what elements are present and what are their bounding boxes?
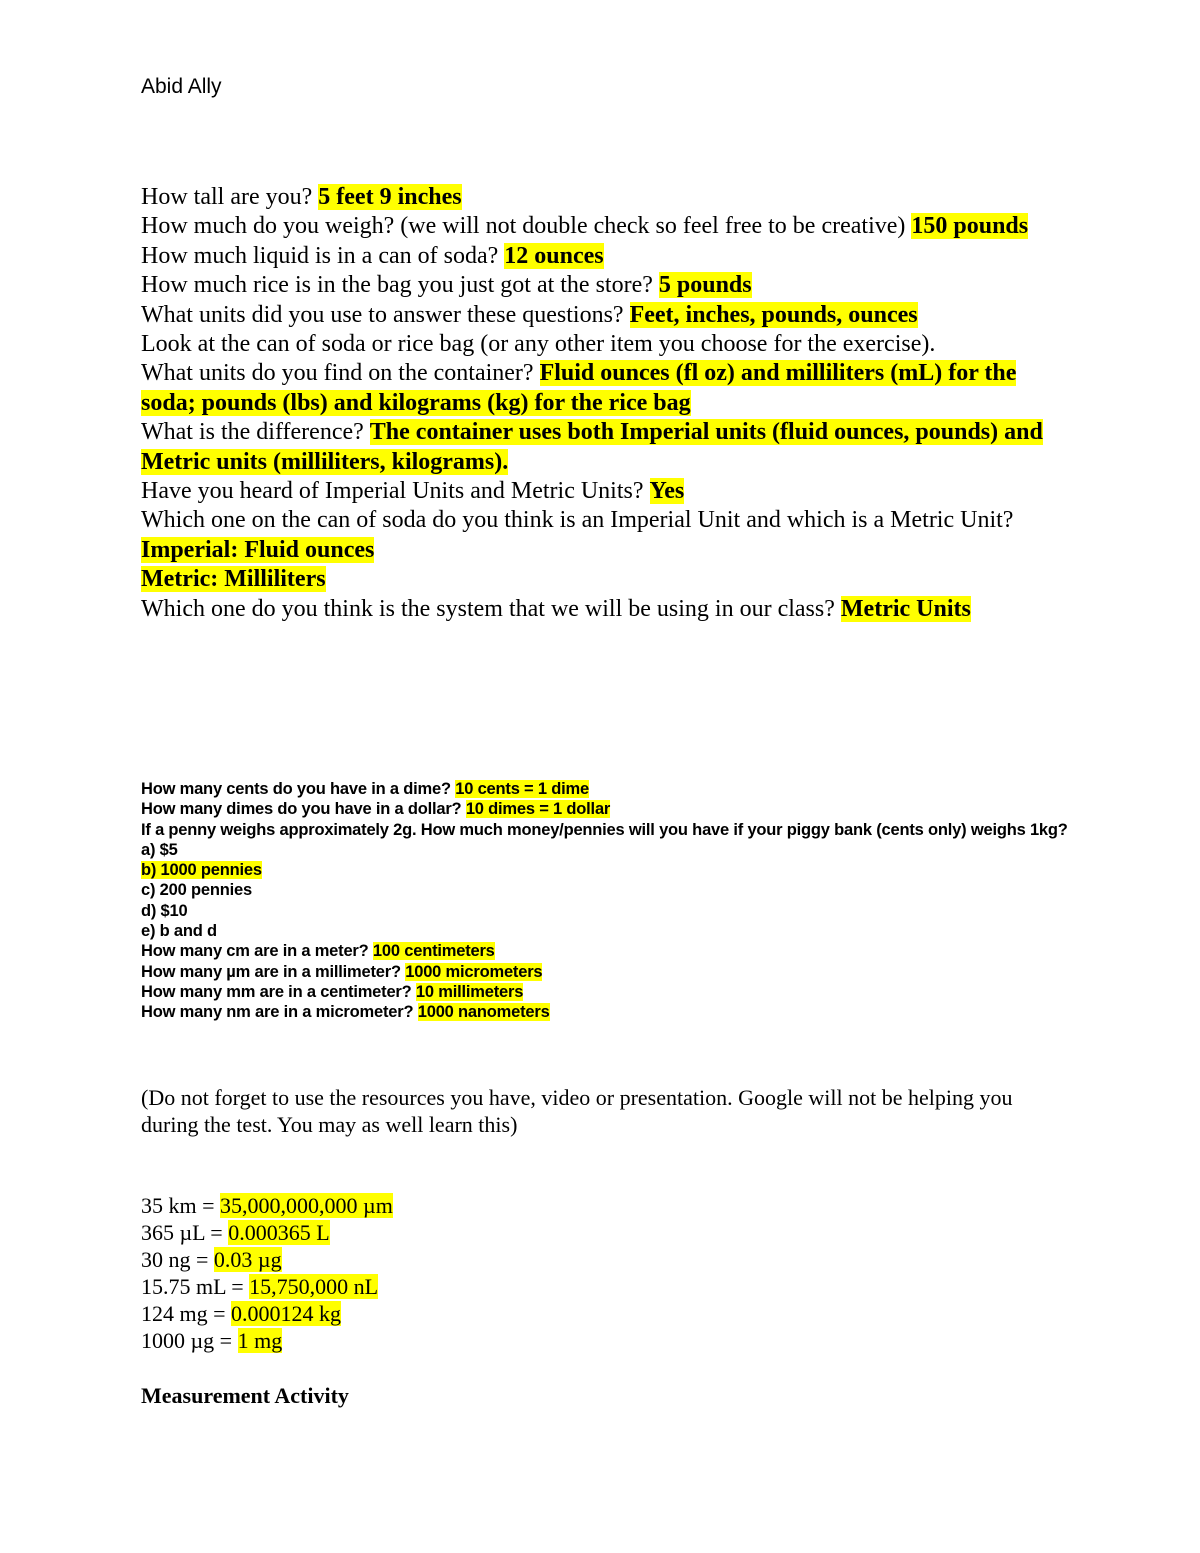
- question-rice: How much rice is in the bag you just got at the store? 5 pounds: [141, 272, 752, 299]
- conversions-list: [141, 1192, 393, 1354]
- option-a: a) $5: [141, 840, 178, 859]
- author-name: Abid Ally: [141, 75, 222, 98]
- question-weight: How much do you weigh? (we will not double check so feel free to be creative) 150 pounds: [141, 213, 1029, 240]
- answer-nm: 1000 nanometers: [417, 1003, 550, 1022]
- question-height: How tall are you? 5 feet 9 inches: [141, 184, 462, 210]
- answer-heard-units: Yes: [649, 478, 685, 505]
- question-soda: How much liquid is in a can of soda? 12 ounces: [141, 242, 604, 269]
- question-difference: What is the difference? The container uses both Imperial units (fluid ounces, pounds) and Metric units (milliliters, kilograms).: [141, 419, 1043, 475]
- option-d: d) $10: [141, 901, 188, 920]
- option-c: c) 200 pennies: [141, 881, 252, 900]
- answer-weight: 150 pounds: [911, 213, 1029, 240]
- answer-units-used: Feet, inches, pounds, ounces: [629, 301, 918, 328]
- answer-difference: The container uses both Imperial units (fluid ounces, pounds) and Metric units (milliliters, kilograms).: [141, 419, 1043, 475]
- conversion-answer: 0.03 µg: [213, 1247, 282, 1272]
- question-penny: If a penny weighs approximately 2g. How much money/pennies will you have if your piggy bank (cents only) weighs 1kg?: [141, 820, 1068, 839]
- conversion-row: 1000 µg = 1 mg: [141, 1328, 283, 1353]
- option-e: e) b and d: [141, 922, 217, 941]
- answer-container-units: Fluid ounces (fl oz) and milliliters (mL) for the soda; pounds (lbs) and kilograms (kg) for the rice bag: [141, 360, 1017, 416]
- conversion-answer: 15,750,000 nL: [249, 1274, 379, 1299]
- question-which-unit: Which one on the can of soda do you think is an Imperial Unit and which is a Metric Unit?: [141, 507, 1014, 534]
- question-class-system: Which one do you think is the system that we will be using in our class? Metric Units: [141, 595, 971, 622]
- metric-quiz-section: [141, 779, 1071, 1023]
- answer-dime: 10 cents = 1 dime: [455, 780, 589, 798]
- conversion-answer: 0.000365 L: [228, 1220, 330, 1245]
- conversion-answer: 1 mg: [237, 1328, 283, 1353]
- conversion-row: 35 km = 35,000,000,000 µm: [141, 1193, 393, 1218]
- question-um: How many µm are in a millimeter? 1000 micrometers: [141, 962, 543, 981]
- answer-height: 5 feet 9 inches: [318, 184, 462, 210]
- instruction-look: Look at the can of soda or rice bag (or any other item you choose for the exercise).: [141, 331, 936, 358]
- question-heard-units: Have you heard of Imperial Units and Metric Units? Yes: [141, 478, 685, 505]
- answer-imperial: Imperial: Fluid ounces: [141, 536, 375, 563]
- resources-note: (Do not forget to use the resources you have, video or presentation. Google will not be helping you during the test. You may as well learn this): [141, 1085, 1013, 1137]
- conversion-row: 15.75 mL = 15,750,000 nL: [141, 1274, 379, 1299]
- answer-soda: 12 ounces: [504, 242, 604, 269]
- conversion-row: 124 mg = 0.000124 kg: [141, 1301, 342, 1326]
- question-cm: How many cm are in a meter? 100 centimeters: [141, 942, 495, 961]
- answer-metric: Metric: Milliliters: [141, 566, 326, 593]
- answer-mm: 10 millimeters: [415, 982, 524, 1001]
- question-units-used: What units did you use to answer these questions? Feet, inches, pounds, ounces: [141, 301, 918, 328]
- conversion-answer: 35,000,000,000 µm: [220, 1193, 393, 1218]
- answer-dollar: 10 dimes = 1 dollar: [465, 800, 611, 819]
- question-dime: How many cents do you have in a dime? 10 cents = 1 dime: [141, 780, 589, 798]
- option-b: b) 1000 pennies: [141, 861, 262, 880]
- answer-um: 1000 micrometers: [405, 962, 543, 981]
- answer-rice: 5 pounds: [658, 272, 752, 299]
- question-nm: How many nm are in a micrometer? 1000 nanometers: [141, 1003, 550, 1022]
- conversion-answer: 0.000124 kg: [231, 1301, 342, 1326]
- units-questions-section: [141, 183, 1071, 624]
- question-mm: How many mm are in a centimeter? 10 millimeters: [141, 982, 524, 1001]
- answer-class-system: Metric Units: [840, 595, 971, 622]
- section-heading: Measurement Activity: [141, 1383, 349, 1408]
- conversion-row: 30 ng = 0.03 µg: [141, 1247, 282, 1272]
- answer-cm: 100 centimeters: [372, 942, 495, 961]
- question-container-units: What units do you find on the container? Fluid ounces (fl oz) and milliliters (mL) for the soda; pounds (lbs) and kilograms (kg) for the rice bag: [141, 360, 1017, 416]
- conversion-row: 365 µL = 0.000365 L: [141, 1220, 330, 1245]
- question-dollar: How many dimes do you have in a dollar? 10 dimes = 1 dollar: [141, 800, 611, 819]
